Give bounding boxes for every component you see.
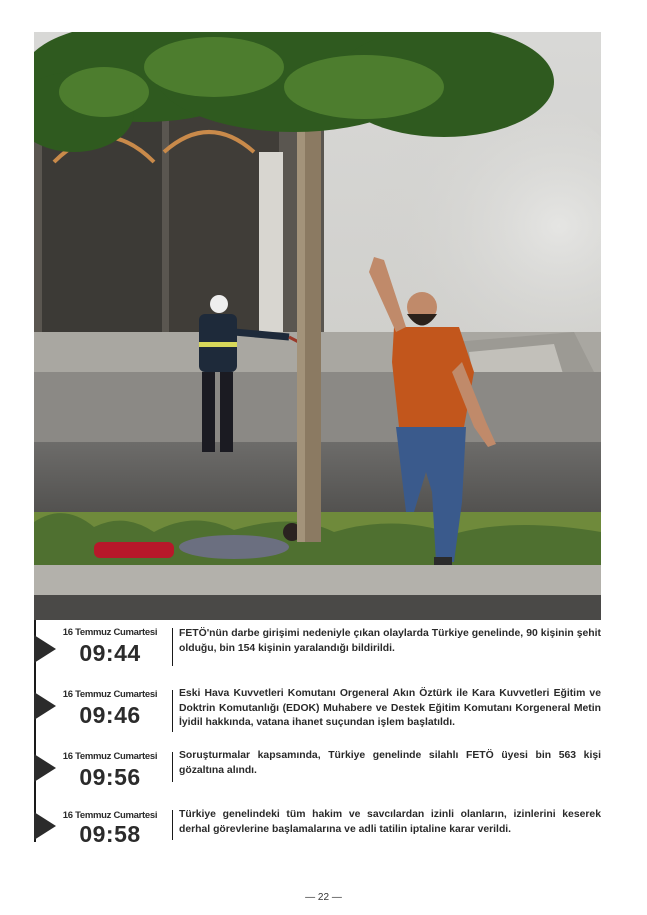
entry-time: 09:58 [79,821,141,847]
entry-time: 09:46 [79,702,141,728]
timeline-entry [34,625,601,681]
entry-text: Eski Hava Kuvvetleri Komutanı Orgeneral Akın Öztürk ile Kara Kuvvetleri Eğitim ve Doktrin Komutanlığı (EDOK) Muhabere ve Destek Eğitim Komutanı Korgeneral Metin İyidil hakkında, vatana ihanet suçundan işlem başlatıldı. [179,688,601,728]
arrow-icon [34,692,56,720]
arrow-icon [34,635,56,663]
timeline-entry [34,808,601,864]
entry-separator [172,752,173,782]
entry-separator [172,628,173,666]
entry-text: Türkiye genelindeki tüm hakim ve savcılardan izinli olanların, izinlerini keserek derhal görevlerine başlamalarına ve adli tatilin iptaline karar verildi. [179,809,601,835]
entry-separator [172,810,173,840]
arrow-icon [34,812,56,840]
entry-date: 16 Temmuz Cumartesi [62,627,158,638]
entry-date: 16 Temmuz Cumartesi [62,751,158,762]
entry-time: 09:56 [79,764,141,790]
entry-time: 09:44 [79,640,141,666]
entry-text: Soruşturmalar kapsamında, Türkiye genelinde silahlı FETÖ üyesi bin 563 kişi gözaltına alındı. [179,750,601,776]
timeline-entry [34,687,601,743]
entry-separator [172,690,173,732]
page-number: — 22 — [305,892,342,903]
timeline-entry [34,749,601,805]
street-scene-photo [34,32,601,620]
entry-date: 16 Temmuz Cumartesi [62,810,158,821]
news-photo [34,32,601,620]
entry-date: 16 Temmuz Cumartesi [62,689,158,700]
arrow-icon [34,754,56,782]
entry-text: FETÖ'nün darbe girişimi nedeniyle çıkan olaylarda Türkiye genelinde, 90 kişinin şehit olduğu, bin 154 kişinin yaralandığı bildirildi. [179,628,601,654]
